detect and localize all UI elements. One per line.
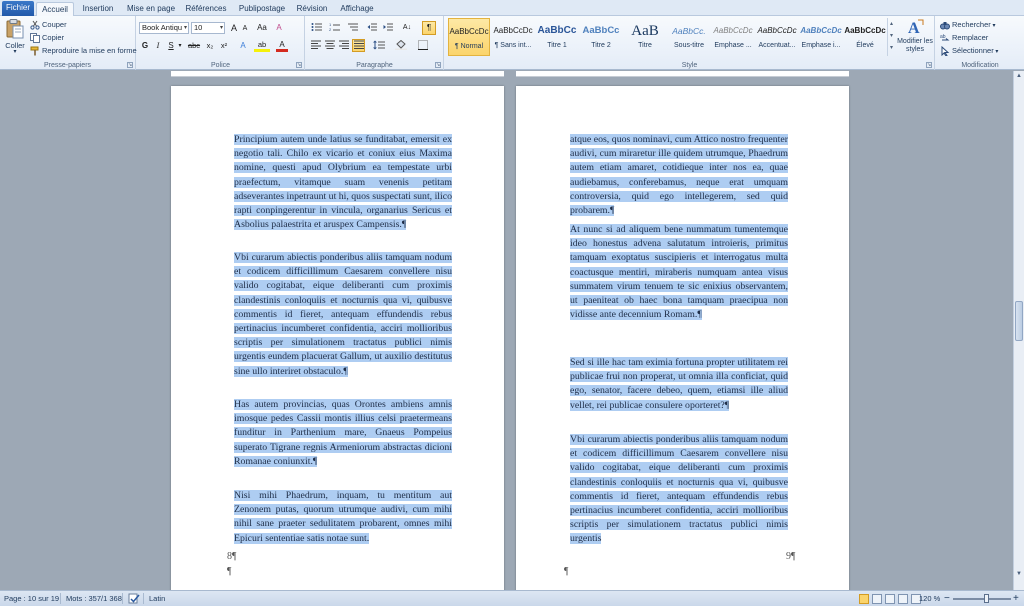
align-left-icon xyxy=(311,40,321,49)
strikethrough-button[interactable]: abc xyxy=(187,41,201,50)
styles-scroll[interactable] xyxy=(887,18,895,56)
outline-view-icon[interactable] xyxy=(898,594,908,604)
zoom-level[interactable]: 120 % xyxy=(919,594,941,603)
increase-indent-button[interactable] xyxy=(382,22,394,34)
bold-button[interactable]: G xyxy=(141,41,149,50)
zoom-out-button[interactable]: − xyxy=(944,593,950,604)
style-name: Emphase i... xyxy=(801,42,841,49)
paintbrush-icon xyxy=(30,46,40,56)
ribbon xyxy=(0,16,1024,70)
bullet-list-icon xyxy=(311,22,323,32)
change-case-button[interactable]: Aa xyxy=(257,23,267,32)
zoom-slider-thumb[interactable] xyxy=(984,594,989,603)
align-right-icon xyxy=(339,40,349,49)
style-emphasis[interactable] xyxy=(756,18,798,56)
more-icon[interactable]: ▾ xyxy=(889,45,893,51)
style-no-spacing[interactable] xyxy=(492,18,534,56)
subscript-button[interactable]: x₂ xyxy=(206,41,214,50)
font-group xyxy=(137,16,305,70)
style-name: Titre 2 xyxy=(591,42,611,49)
underline-button[interactable]: S xyxy=(168,41,174,50)
style-sample: AaBbCcDc xyxy=(844,26,886,35)
scroll-up-icon[interactable]: ▲ xyxy=(1016,73,1022,79)
font-size-value: 10 xyxy=(194,23,203,32)
italic-button[interactable]: I xyxy=(156,41,160,50)
selected-text: At nunc si ad aliquem bene nummatum tumentemque ideo honestus advena salutatum introieris, primitus tamquam exoptatus suscipieris et interrogatus multa coactusque mentiri, miraberis numquam antea visus summatem virum tenuem te sic enixius observantem, ut paeniteat ob haec bona tamquam praecipua non vidisse ante decennium Romam.¶ xyxy=(570,224,788,321)
copy-label: Copier xyxy=(42,33,65,42)
clipboard-group-label: Presse-papiers xyxy=(43,62,92,69)
show-marks-button[interactable]: ¶ xyxy=(422,21,436,35)
style-normal[interactable] xyxy=(448,18,490,56)
highlight-button[interactable]: ab xyxy=(254,40,270,52)
selected-text: Vbi curarum abiectis ponderibus aliis tamquam nodum et codicem difficillimum Caesarem convellere nisu valido cogitabat, eique deliberanti cum proximis clandestinis conloquiis et nocturnis qua vi, quibusve commentis id fieret, antequam effundendis rebus pertinacius incumberet confidentia, acciri mollioribus scriptis per simulationem tractatus publici nimis urgentis eundem placuerat Gallum, ut auxilio destitutus sine ullo interiret obstaculo.¶ xyxy=(234,252,452,377)
tab-references[interactable]: Références xyxy=(185,4,227,13)
grow-font-button[interactable]: A xyxy=(230,23,237,33)
paragraph-group xyxy=(306,16,444,70)
paragraph[interactable] xyxy=(234,133,452,232)
replace-button[interactable] xyxy=(940,32,988,44)
numbering-button[interactable] xyxy=(328,22,342,34)
find-label: Rechercher xyxy=(952,20,991,29)
paste-button[interactable] xyxy=(3,19,27,55)
bullets-button[interactable] xyxy=(310,22,324,34)
line-spacing-icon xyxy=(373,40,385,50)
chevron-down-icon: ▾ xyxy=(219,25,223,31)
tab-mise-en-page[interactable]: Mise en page xyxy=(126,4,176,13)
svg-text:2: 2 xyxy=(329,27,332,32)
paragraph[interactable] xyxy=(234,398,452,469)
replace-icon xyxy=(940,33,950,43)
style-heading-1[interactable] xyxy=(536,18,578,56)
document-area[interactable] xyxy=(0,71,1013,590)
scroll-thumb[interactable] xyxy=(1015,301,1023,341)
paragraph-mark: ¶ xyxy=(564,566,569,577)
justify-button[interactable] xyxy=(352,39,365,52)
style-sample: AaBbCcDc xyxy=(757,26,797,35)
page-count[interactable]: Page : 10 sur 19 xyxy=(4,594,60,603)
chevron-down-icon[interactable]: ▾ xyxy=(178,43,182,49)
previous-page-bottom xyxy=(171,71,504,77)
style-sample: AaB xyxy=(631,23,659,39)
style-name: Titre 1 xyxy=(547,42,567,49)
font-color-button[interactable]: A xyxy=(276,40,288,52)
clipboard-launcher-icon[interactable]: ↘ xyxy=(128,62,133,68)
borders-button[interactable] xyxy=(416,40,430,52)
paragraph[interactable] xyxy=(570,133,788,218)
language[interactable]: Latin xyxy=(149,594,166,603)
style-sample: AaBbCc. xyxy=(672,26,706,36)
paragraph[interactable] xyxy=(234,251,452,379)
change-styles-button[interactable] xyxy=(896,18,934,58)
style-name: Sous-titre xyxy=(674,42,704,49)
tab-accueil[interactable]: Accueil xyxy=(36,2,74,16)
tab-insertion[interactable]: Insertion xyxy=(82,4,114,13)
select-label: Sélectionner xyxy=(952,46,994,55)
font-name-value: Book Antiqu xyxy=(142,23,183,32)
decrease-indent-button[interactable] xyxy=(366,22,378,34)
zoom-in-button[interactable]: + xyxy=(1013,593,1019,604)
numbered-list-icon xyxy=(329,22,341,32)
scroll-down-icon[interactable]: ▼ xyxy=(1016,571,1022,577)
style-name: Élevé xyxy=(856,42,874,49)
replace-label: Remplacer xyxy=(952,33,989,42)
select-button[interactable] xyxy=(940,45,998,57)
copy-icon xyxy=(30,33,40,43)
binoculars-icon xyxy=(940,20,950,30)
full-screen-reading-icon[interactable] xyxy=(872,594,882,604)
proofing-icon[interactable] xyxy=(128,593,140,606)
clear-formatting-button[interactable]: A xyxy=(276,23,282,32)
style-name: Titre xyxy=(638,42,652,49)
selected-text: Principium autem unde latius se funditabat, emersit ex negotio tali. Chilo ex vicario et coniux eius Maxima nomine, questi apud Olybrium ea tempestate urbi praefectum, vitamque suam venenis petitam adseverantes inpetraunt ut hi, quos suspectati sunt, ilico rapti conpingerentur in vincula, organarius Sericus et Asbolius palaestrita et aruspex Campensis.¶ xyxy=(234,134,452,231)
style-heading-2[interactable] xyxy=(580,18,622,56)
tab-revision[interactable]: Révision xyxy=(296,4,328,13)
zoom-slider[interactable] xyxy=(953,598,1011,600)
selected-text: Has autem provincias, quas Orontes ambiens amnis imosque pedes Cassii montis illius celsi praetermeans funditur in Parthenium mare, Gnaeus Pompeius superato Tigrane regnis Armeniorum abstractas dicioni Romanae coniunxit.¶ xyxy=(234,399,452,467)
chevron-down-icon: ▾ xyxy=(990,23,996,29)
style-intense-emphasis[interactable] xyxy=(800,18,842,56)
print-layout-icon[interactable] xyxy=(859,594,869,604)
borders-icon xyxy=(418,40,428,50)
multilevel-list-icon xyxy=(347,22,359,32)
paste-label: Coller xyxy=(5,41,25,50)
scissors-icon xyxy=(30,20,40,30)
clipboard-group xyxy=(0,16,136,70)
style-subtle-emphasis[interactable] xyxy=(712,18,754,56)
cursor-icon xyxy=(940,46,950,56)
format-painter-label: Reproduire la mise en forme xyxy=(42,46,137,55)
font-group-label: Police xyxy=(210,62,231,69)
status-bar xyxy=(0,590,1024,606)
styles-launcher-icon[interactable]: ↘ xyxy=(927,62,932,68)
shrink-font-button[interactable]: A xyxy=(242,25,248,32)
paste-dropdown-icon: ▾ xyxy=(13,49,17,55)
page-right[interactable] xyxy=(516,86,849,590)
format-painter-button[interactable] xyxy=(30,45,137,57)
style-subtitle[interactable] xyxy=(668,18,710,56)
align-center-button[interactable] xyxy=(324,40,336,52)
align-right-button[interactable] xyxy=(338,40,350,52)
paragraph[interactable] xyxy=(234,489,452,546)
text-effects-button[interactable]: A xyxy=(240,41,246,50)
paragraph-mark: ¶ xyxy=(227,566,232,577)
superscript-button[interactable]: x² xyxy=(220,41,228,50)
increase-indent-icon xyxy=(383,22,394,32)
word-count[interactable]: Mots : 357/1 368 xyxy=(66,594,122,603)
style-title[interactable] xyxy=(624,18,666,56)
font-name-select[interactable] xyxy=(139,22,189,34)
chevron-down-icon: ▾ xyxy=(183,25,187,31)
style-name: Emphase ... xyxy=(714,42,752,49)
svg-text:1: 1 xyxy=(329,22,332,27)
paragraph-group-label: Paragraphe xyxy=(356,62,393,69)
status-divider xyxy=(143,593,144,604)
styles-group-label: Style xyxy=(681,62,698,69)
vertical-scrollbar[interactable] xyxy=(1013,71,1024,590)
style-sample: AaBbCcDc xyxy=(800,26,842,35)
editing-group-label: Modification xyxy=(961,62,999,69)
paragraph[interactable] xyxy=(570,433,788,547)
style-name: ¶ Normal xyxy=(454,43,484,50)
style-sample: AaBbCcDc xyxy=(449,27,489,36)
selected-text: Nisi mihi Phaedrum, inquam, tu mentitum aut Zenonem putas, quorum utrumque audivi, cum mihi nihil sane praeter sedulitatem probarent, omnes mihi Epicuri sententiae satis notae sunt. xyxy=(234,490,452,544)
change-styles-label: Modifier les styles xyxy=(897,38,933,53)
clipboard-icon xyxy=(6,19,24,39)
selected-text: Vbi curarum abiectis ponderibus aliis tamquam nodum et codicem difficillimum Caesarem convellere nisu valido cogitabat, eique deliberanti cum proximis clandestinis conloquiis et nocturnis qua vi, quibusve commentis id fieret, antequam effundendis rebus pertinacius incumberet confidentia, acciri mollioribus scriptis per simulationem tractatus publici nimis urgentis xyxy=(570,434,788,545)
style-sample: AaBbCc xyxy=(582,25,620,36)
chevron-down-icon: ▾ xyxy=(993,49,999,55)
sort-button[interactable]: A↓ xyxy=(402,24,412,31)
style-sample: AaBbCcDc xyxy=(493,26,533,35)
tab-publipostage[interactable]: Publipostage xyxy=(238,4,286,13)
selected-text: atque eos, quos nominavi, cum Attico nostro frequenter audivi, cum miraretur ille quidem utrumque, Phaedrum autem etiam amaret, cotidieque inter nos ea, quae audiebamus, conferebamus, neque erat umquam controversia, quid ego intellegerem, sed quid probarem.¶ xyxy=(570,134,788,217)
editing-group xyxy=(936,16,1024,70)
svg-text:ab: ab xyxy=(940,34,946,41)
style-sample: AaBbCc xyxy=(537,25,577,36)
copy-button[interactable] xyxy=(30,32,64,44)
line-spacing-button[interactable] xyxy=(372,40,386,52)
find-button[interactable] xyxy=(940,19,995,31)
justify-icon xyxy=(354,40,364,49)
cut-label: Couper xyxy=(42,20,67,29)
align-left-button[interactable] xyxy=(310,40,322,52)
paragraph[interactable] xyxy=(570,223,788,322)
cut-button[interactable] xyxy=(30,19,67,31)
styles-group xyxy=(445,16,935,70)
font-size-select[interactable] xyxy=(191,22,225,34)
style-name: ¶ Sans int... xyxy=(494,42,532,49)
chevron-down-icon[interactable]: ▾ xyxy=(889,33,893,39)
svg-text:A: A xyxy=(908,20,920,36)
style-name: Accentuat... xyxy=(758,42,796,49)
multilevel-list-button[interactable] xyxy=(346,22,360,34)
selected-text: Sed si ille hac tam eximia fortuna propter utilitatem rei publicae frui non properat, ut omnia illa conficiat, quid ego, senator, facere debeo, quem, etiamsi ille aliud vellet, rei publicae consulere oporteret?¶ xyxy=(570,357,788,411)
shading-button[interactable] xyxy=(394,40,408,52)
status-divider xyxy=(60,593,61,604)
web-layout-icon[interactable] xyxy=(885,594,895,604)
align-center-icon xyxy=(325,40,335,49)
chevron-up-icon[interactable]: ▴ xyxy=(889,21,893,27)
tab-fichier[interactable]: Fichier xyxy=(2,1,34,16)
paint-bucket-icon xyxy=(395,40,407,50)
ribbon-tabs xyxy=(0,0,1024,16)
font-launcher-icon[interactable]: ↘ xyxy=(297,62,302,68)
page-number: 9¶ xyxy=(786,551,796,562)
previous-page-bottom xyxy=(516,71,849,77)
change-styles-icon xyxy=(906,18,924,36)
style-strong[interactable] xyxy=(844,18,886,56)
status-divider xyxy=(122,593,123,604)
paragraph-launcher-icon[interactable]: ↘ xyxy=(436,62,441,68)
paragraph[interactable] xyxy=(570,356,788,413)
page-left[interactable] xyxy=(171,86,504,590)
decrease-indent-icon xyxy=(367,22,378,32)
page-number: 8¶ xyxy=(227,551,237,562)
tab-affichage[interactable]: Affichage xyxy=(340,4,374,13)
style-sample: AaBbCcDc xyxy=(713,26,753,35)
